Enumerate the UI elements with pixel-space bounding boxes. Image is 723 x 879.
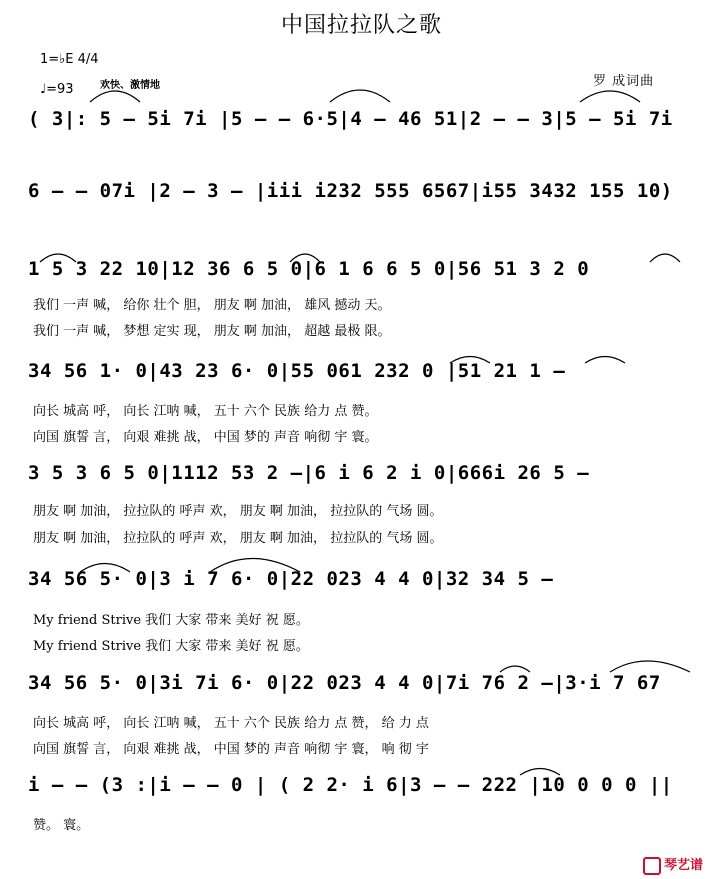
staff-line-7: 34 56 5· 0|3i 7i 6· 0|22 023 4 4 0|7i 76 2 –|3·i 7 67 (28, 672, 661, 694)
staff-line-1: ( 3|: 5 – 5i 7i |5 – – 6·5|4 – 46 51|2 – – 3|5 – 5i 7i (28, 108, 673, 130)
lyric-line-6: 朋友 啊 加油， 拉拉队的 呼声 欢， 朋友 啊 加油， 拉拉队的 气场 圆。 (33, 531, 443, 546)
staff-line-2: 6 – – 07i |2 – 3 – |iii i232 555 6567|i55 3432 155 10) (28, 180, 673, 202)
tempo-marking: ♩=93 (40, 82, 74, 97)
lyric-line-4: 向国 旗誓 言， 向艰 难挑 战， 中国 梦的 声音 响彻 宇 寰。 (33, 430, 378, 445)
key-signature: 1=♭E 4/4 (40, 52, 99, 67)
staff-line-3: 1 5 3 22 10|12 36 6 5 0|6 1 6 6 5 0|56 51 3 2 0 (28, 258, 590, 280)
lyric-line-11: 赞。 寰。 (33, 818, 90, 833)
song-title: 中国拉拉队之歌 (280, 13, 442, 38)
watermark-text: 琴艺谱 (664, 858, 704, 873)
logo-icon (643, 857, 661, 875)
lyric-line-1: 我们 一声 喊， 给你 壮个 胆， 朋友 啊 加油， 雄风 撼动 天。 (33, 298, 391, 313)
lyric-line-3: 向长 城高 呼， 向长 江呐 喊， 五十 六个 民族 给力 点 赞。 (33, 404, 378, 419)
lyric-line-9: 向长 城高 呼， 向长 江呐 喊， 五十 六个 民族 给力 点 赞， 给 力 点 (33, 716, 429, 731)
lyric-line-5: 朋友 啊 加油， 拉拉队的 呼声 欢， 朋友 啊 加油， 拉拉队的 气场 圆。 (33, 504, 443, 519)
staff-line-8: i – – (3 :|i – – 0 | ( 2 2· i 6|3 – – 222 |10 0 0 0 || (28, 774, 673, 796)
watermark-logo (643, 854, 703, 875)
staff-line-5: 3 5 3 6 5 0|1112 53 2 –|6 i 6 2 i 0|666i 26 5 – (28, 462, 590, 484)
lyric-line-7: My friend Strive 我们 大家 带来 美好 祝 愿。 (33, 613, 309, 628)
staff-line-4: 34 56 1· 0|43 23 6· 0|55 061 232 0 |51 21 1 – (28, 360, 566, 382)
lyric-line-2: 我们 一声 喊， 梦想 定实 现， 朋友 啊 加油， 超越 最极 限。 (33, 324, 391, 339)
lyric-line-8: My friend Strive 我们 大家 带来 美好 祝 愿。 (33, 639, 309, 654)
composer-credit: 罗 成词曲 (593, 74, 655, 89)
lyric-line-10: 向国 旗誓 言， 向艰 难挑 战， 中国 梦的 声音 响彻 宇 寰， 响 彻 宇 (33, 742, 429, 757)
expression-marking: 欢快、激情地 (100, 80, 160, 91)
staff-line-6: 34 56 5· 0|3 i 7 6· 0|22 023 4 4 0|32 34 5 – (28, 568, 554, 590)
